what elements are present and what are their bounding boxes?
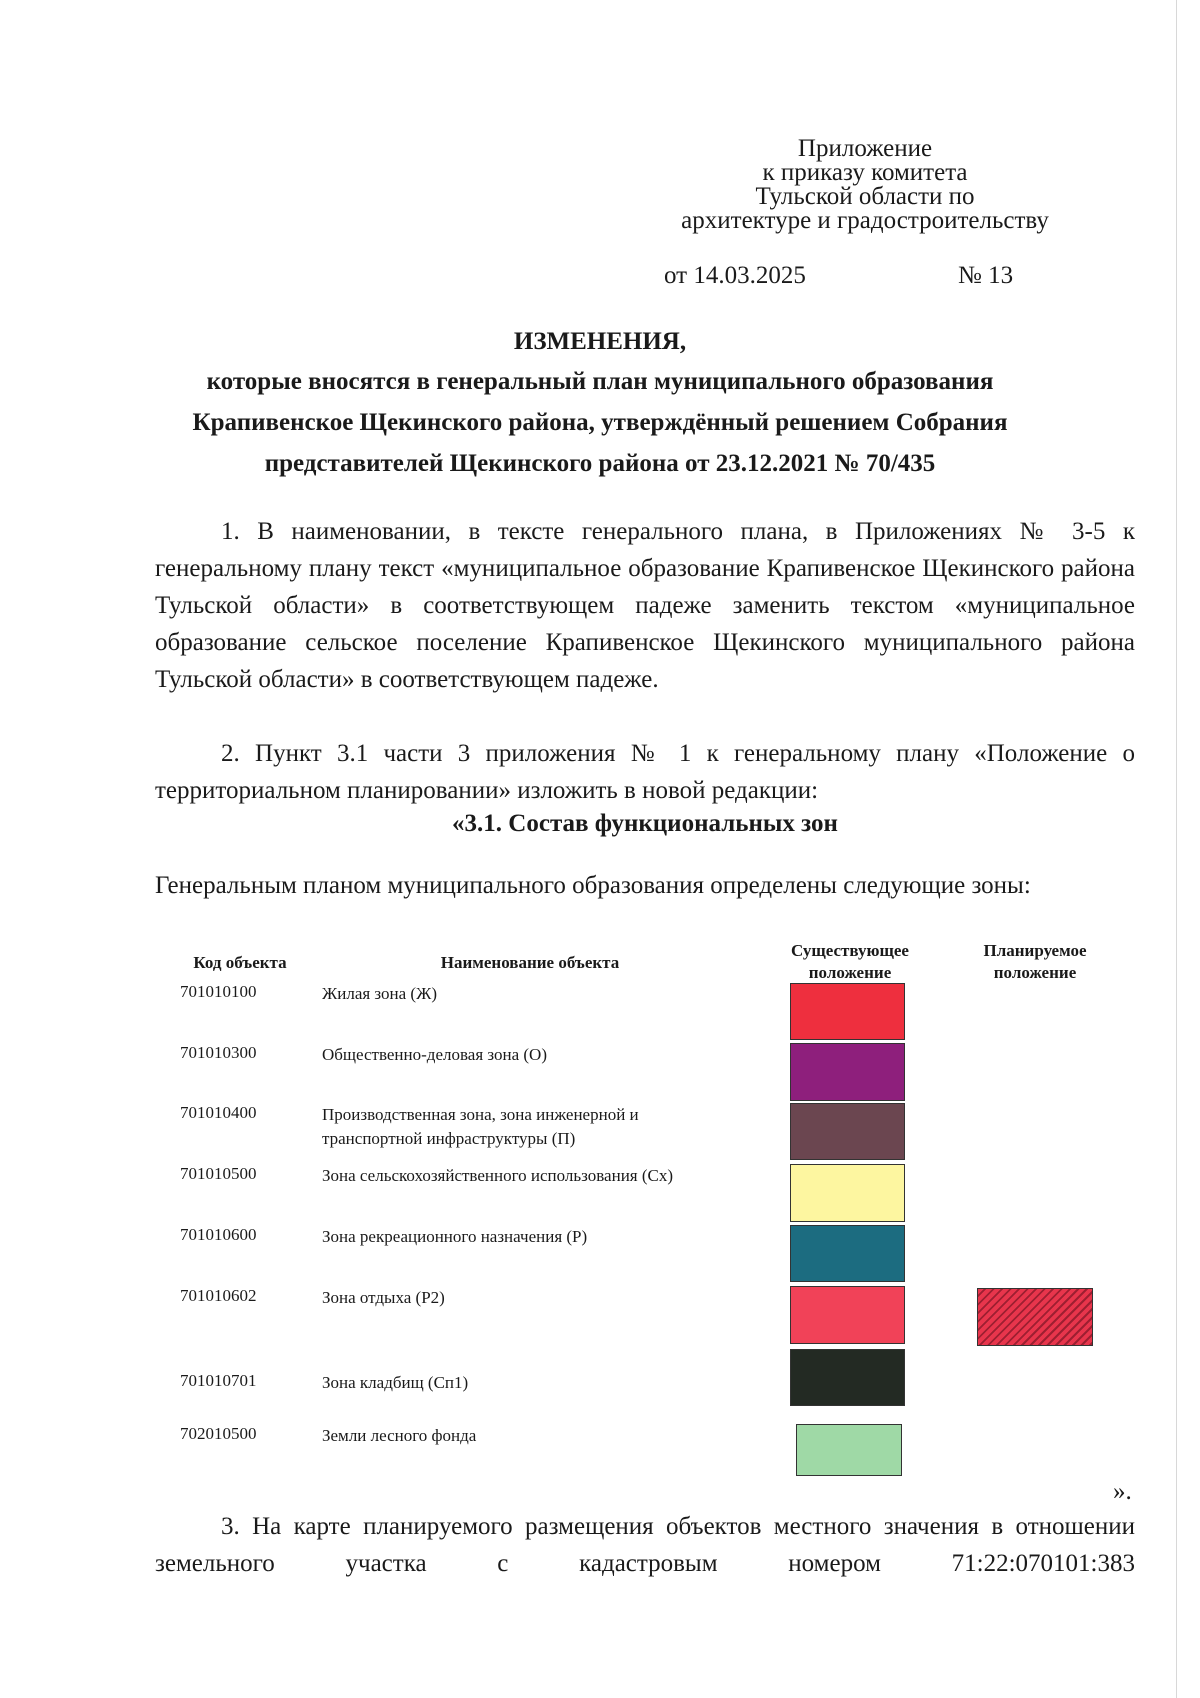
zone-name: Жилая зона (Ж) <box>322 984 437 1003</box>
existing-swatch <box>790 1103 905 1160</box>
title-line: представителей Щекинского района от 23.12.2021 № 70/435 <box>264 450 936 477</box>
zone-code: 702010500 <box>180 1424 257 1443</box>
paragraph-2-block <box>155 735 1135 809</box>
paragraph-3: 3. На карте планируемого размещения объектов местного значения в отношении земельного участка с кадастровым номером 71:22:070101:383 <box>155 1513 1135 1577</box>
title-line: Крапивенское Щекинского района, утверждённый решением Собрания <box>192 409 1008 436</box>
appendix-line: Тульской области по <box>755 183 975 210</box>
zone-code: 701010602 <box>180 1286 257 1305</box>
zone-name: Зона сельскохозяйственного использования (Сх) <box>322 1166 674 1185</box>
header-code: Код объекта <box>193 953 287 972</box>
title-heading: ИЗМЕНЕНИЯ, <box>513 328 687 355</box>
header-planned: Планируемое положение <box>983 941 1087 982</box>
document-title <box>140 325 1060 484</box>
existing-swatch <box>790 983 905 1040</box>
existing-swatch <box>790 1164 905 1222</box>
order-date: от 14.03.2025 <box>664 262 806 289</box>
zone-name: Зона кладбищ (Сп1) <box>322 1373 469 1392</box>
planned-hatched-swatch <box>977 1288 1093 1346</box>
zones-intro: Генеральным планом муниципального образования определены следующие зоны: <box>155 872 1031 899</box>
appendix-header <box>640 137 1090 233</box>
paragraph-1-block <box>155 513 1135 698</box>
paragraph-2: 2. Пункт 3.1 части 3 приложения № 1 к генеральному плану «Положение о территориальном планировании» изложить в новой редакции: <box>155 740 1135 804</box>
header-existing: Существующее положение <box>791 941 909 982</box>
existing-swatch <box>790 1225 905 1282</box>
page-edge <box>1176 0 1177 1698</box>
zone-code: 701010500 <box>180 1164 257 1183</box>
existing-swatch <box>790 1286 905 1344</box>
existing-swatch <box>790 1043 905 1101</box>
section-heading: «3.1. Состав функциональных зон <box>452 810 838 837</box>
zone-code: 701010400 <box>180 1103 257 1122</box>
appendix-line: Приложение <box>797 135 933 162</box>
zone-code: 701010300 <box>180 1043 257 1062</box>
appendix-line: к приказу комитета <box>762 159 968 186</box>
zone-name: Общественно-деловая зона (О) <box>322 1045 547 1064</box>
zone-name: Земли лесного фонда <box>322 1426 477 1445</box>
zone-name: Зона отдыха (Р2) <box>322 1288 445 1307</box>
existing-swatch <box>790 1349 905 1406</box>
zone-name: Зона рекреационного назначения (Р) <box>322 1227 588 1246</box>
header-name: Наименование объекта <box>440 953 620 972</box>
paragraph-1: 1. В наименовании, в тексте генерального плана, в Приложениях № 3-5 к генеральному плану текст «муниципальное образование Крапивенское Щекинского района Тульской области» в соответствующем падеже заменить текстом «муниципальное образование сельское поселение Крапивенское Щекинского муниципального района Тульской области» в соответствующем падеже. <box>155 518 1135 693</box>
zone-code: 701010600 <box>180 1225 257 1244</box>
zone-name: Производственная зона, зона инженерной и транспортной инфраструктуры (П) <box>322 1105 639 1148</box>
zone-code: 701010100 <box>180 982 257 1001</box>
paragraph-3-block <box>155 1508 1135 1582</box>
existing-swatch <box>796 1424 902 1476</box>
order-number: № 13 <box>958 262 1014 289</box>
title-line: которые вносятся в генеральный план муниципального образования <box>206 368 994 395</box>
appendix-line: архитектуре и градостроительству <box>681 207 1049 234</box>
zone-code: 701010701 <box>180 1371 257 1390</box>
closing-quote: ». <box>1113 1478 1132 1505</box>
